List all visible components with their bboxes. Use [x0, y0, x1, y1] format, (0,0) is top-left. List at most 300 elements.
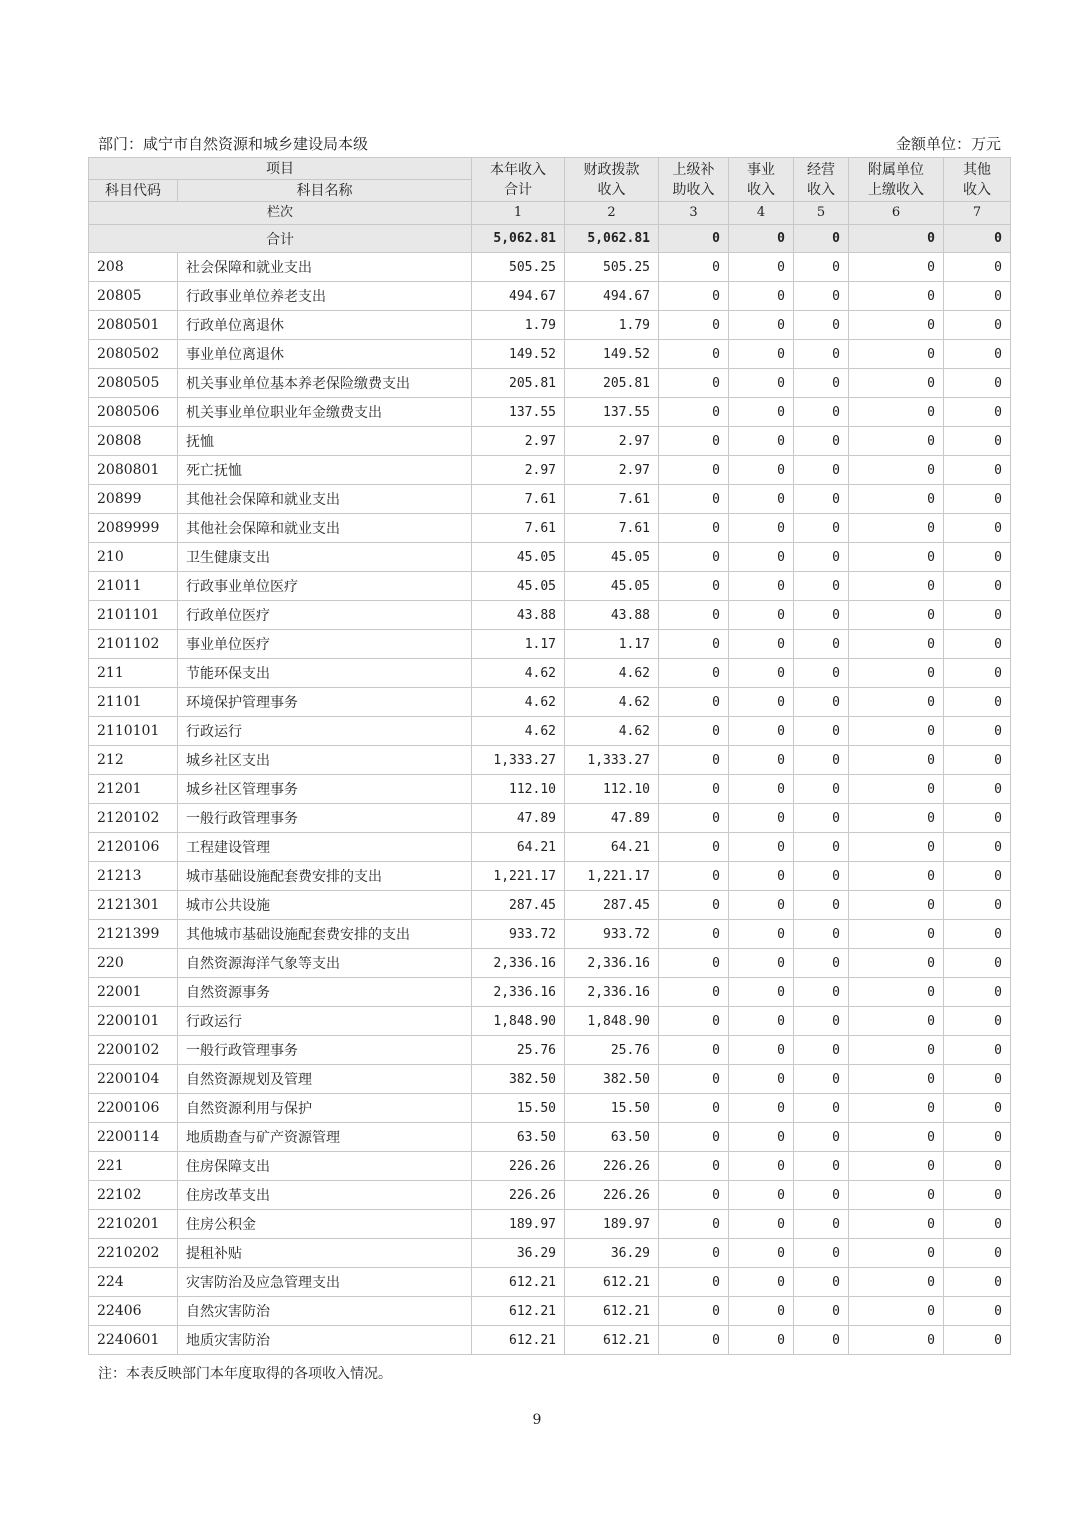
amount-cell: 0 [944, 1094, 1011, 1123]
amount-cell: 0 [944, 1007, 1011, 1036]
amount-cell: 226.26 [472, 1152, 565, 1181]
amount-cell: 0 [944, 1297, 1011, 1326]
amount-cell: 0 [849, 978, 944, 1007]
amount-cell: 0 [659, 949, 729, 978]
col-number: 4 [729, 202, 794, 225]
amount-cell: 0 [794, 949, 849, 978]
amount-cell: 0 [794, 746, 849, 775]
table-row [89, 1065, 1011, 1094]
amount-cell: 0 [659, 601, 729, 630]
amount-cell: 0 [794, 1123, 849, 1152]
table-row [89, 804, 1011, 833]
amount-cell: 2,336.16 [565, 949, 659, 978]
head-lanci: 栏次 [89, 202, 472, 225]
subject-code: 212 [89, 746, 178, 775]
subject-code: 2240601 [89, 1326, 178, 1355]
amount-cell: 4.62 [565, 688, 659, 717]
total-value: 5,062.81 [472, 225, 565, 253]
amount-cell: 0 [659, 1210, 729, 1239]
amount-cell: 4.62 [565, 717, 659, 746]
amount-cell: 0 [729, 543, 794, 572]
subject-name: 城市公共设施 [178, 891, 472, 920]
amount-cell: 0 [794, 485, 849, 514]
subject-code: 2200114 [89, 1123, 178, 1152]
amount-cell: 4.62 [472, 717, 565, 746]
amount-cell: 0 [944, 1036, 1011, 1065]
amount-cell: 0 [729, 340, 794, 369]
amount-cell: 0 [849, 920, 944, 949]
amount-cell: 189.97 [565, 1210, 659, 1239]
amount-cell: 0 [659, 572, 729, 601]
amount-cell: 0 [659, 688, 729, 717]
subject-name: 一般行政管理事务 [178, 1036, 472, 1065]
subject-code: 21101 [89, 688, 178, 717]
amount-cell: 0 [849, 1297, 944, 1326]
amount-cell: 0 [849, 456, 944, 485]
table-row [89, 572, 1011, 601]
subject-code: 21201 [89, 775, 178, 804]
amount-cell: 0 [659, 1297, 729, 1326]
total-label: 合计 [89, 225, 472, 253]
total-value: 0 [794, 225, 849, 253]
amount-cell: 0 [729, 572, 794, 601]
amount-cell: 0 [944, 282, 1011, 311]
table-row [89, 1297, 1011, 1326]
subject-code: 2120106 [89, 833, 178, 862]
amount-cell: 287.45 [565, 891, 659, 920]
amount-cell: 0 [944, 775, 1011, 804]
amount-cell: 0 [794, 1094, 849, 1123]
amount-cell: 505.25 [565, 253, 659, 282]
amount-cell: 0 [944, 804, 1011, 833]
amount-cell: 0 [849, 485, 944, 514]
amount-cell: 0 [659, 1239, 729, 1268]
amount-cell: 0 [794, 340, 849, 369]
total-value: 0 [944, 225, 1011, 253]
subject-code: 2121301 [89, 891, 178, 920]
table-row [89, 427, 1011, 456]
amount-cell: 0 [794, 514, 849, 543]
subject-name: 一般行政管理事务 [178, 804, 472, 833]
amount-cell: 45.05 [565, 572, 659, 601]
amount-cell: 0 [849, 1007, 944, 1036]
amount-cell: 0 [794, 1268, 849, 1297]
subject-name: 地质灾害防治 [178, 1326, 472, 1355]
subject-name: 住房保障支出 [178, 1152, 472, 1181]
subject-code: 2200106 [89, 1094, 178, 1123]
amount-cell: 0 [729, 1210, 794, 1239]
table-head [89, 158, 1011, 225]
amount-cell: 189.97 [472, 1210, 565, 1239]
amount-cell: 0 [729, 1007, 794, 1036]
amount-cell: 0 [794, 1036, 849, 1065]
amount-cell: 226.26 [565, 1152, 659, 1181]
amount-cell: 0 [849, 572, 944, 601]
amount-cell: 0 [659, 427, 729, 456]
amount-cell: 0 [659, 1036, 729, 1065]
subject-code: 2080505 [89, 369, 178, 398]
amount-cell: 149.52 [472, 340, 565, 369]
amount-cell: 0 [659, 311, 729, 340]
amount-cell: 0 [849, 891, 944, 920]
amount-cell: 0 [794, 1210, 849, 1239]
amount-cell: 382.50 [565, 1065, 659, 1094]
subject-code: 224 [89, 1268, 178, 1297]
table-row [89, 1268, 1011, 1297]
amount-cell: 0 [729, 891, 794, 920]
table-row [89, 253, 1011, 282]
table-row [89, 311, 1011, 340]
subject-name: 自然资源规划及管理 [178, 1065, 472, 1094]
amount-cell: 0 [794, 630, 849, 659]
amount-cell: 0 [729, 1239, 794, 1268]
subject-code: 2080502 [89, 340, 178, 369]
amount-cell: 0 [944, 514, 1011, 543]
amount-cell: 933.72 [565, 920, 659, 949]
amount-cell: 0 [794, 572, 849, 601]
subject-name: 事业单位医疗 [178, 630, 472, 659]
amount-cell: 2,336.16 [472, 978, 565, 1007]
amount-cell: 0 [729, 1326, 794, 1355]
amount-cell: 0 [944, 1210, 1011, 1239]
amount-cell: 0 [849, 282, 944, 311]
amount-cell: 7.61 [565, 514, 659, 543]
head-col4: 事业 收入 [729, 158, 794, 202]
subject-name: 工程建设管理 [178, 833, 472, 862]
amount-cell: 0 [659, 862, 729, 891]
amount-cell: 0 [944, 1123, 1011, 1152]
amount-cell: 0 [659, 485, 729, 514]
income-table [88, 157, 1011, 1355]
table-row [89, 485, 1011, 514]
subject-name: 卫生健康支出 [178, 543, 472, 572]
table-row [89, 833, 1011, 862]
subject-name: 行政事业单位养老支出 [178, 282, 472, 311]
amount-cell: 63.50 [565, 1123, 659, 1152]
amount-cell: 0 [794, 1065, 849, 1094]
head-col7: 其他 收入 [944, 158, 1011, 202]
table-row [89, 1036, 1011, 1065]
amount-cell: 0 [849, 630, 944, 659]
amount-cell: 0 [849, 775, 944, 804]
amount-cell: 0 [794, 862, 849, 891]
amount-cell: 0 [729, 369, 794, 398]
amount-cell: 36.29 [472, 1239, 565, 1268]
subject-code: 221 [89, 1152, 178, 1181]
amount-cell: 2.97 [565, 427, 659, 456]
amount-cell: 0 [794, 601, 849, 630]
amount-cell: 0 [659, 659, 729, 688]
amount-cell: 1,848.90 [565, 1007, 659, 1036]
amount-cell: 0 [729, 659, 794, 688]
amount-cell: 0 [849, 1210, 944, 1239]
amount-cell: 45.05 [472, 572, 565, 601]
subject-name: 其他社会保障和就业支出 [178, 514, 472, 543]
amount-cell: 0 [659, 746, 729, 775]
amount-cell: 0 [729, 253, 794, 282]
subject-code: 22102 [89, 1181, 178, 1210]
amount-cell: 15.50 [472, 1094, 565, 1123]
amount-cell: 0 [729, 688, 794, 717]
subject-name: 环境保护管理事务 [178, 688, 472, 717]
amount-cell: 112.10 [565, 775, 659, 804]
col-number: 1 [472, 202, 565, 225]
subject-name: 节能环保支出 [178, 659, 472, 688]
amount-cell: 149.52 [565, 340, 659, 369]
subject-code: 2110101 [89, 717, 178, 746]
amount-cell: 0 [794, 891, 849, 920]
amount-cell: 0 [729, 514, 794, 543]
subject-name: 自然资源利用与保护 [178, 1094, 472, 1123]
amount-cell: 15.50 [565, 1094, 659, 1123]
head-item: 项目 [89, 158, 472, 180]
amount-cell: 0 [849, 427, 944, 456]
subject-code: 20899 [89, 485, 178, 514]
amount-cell: 0 [659, 630, 729, 659]
amount-cell: 0 [944, 1239, 1011, 1268]
subject-name: 住房公积金 [178, 1210, 472, 1239]
amount-cell: 1.79 [472, 311, 565, 340]
amount-cell: 0 [729, 717, 794, 746]
amount-cell: 0 [849, 688, 944, 717]
subject-code: 2080501 [89, 311, 178, 340]
table-row [89, 601, 1011, 630]
total-value: 0 [729, 225, 794, 253]
subject-code: 2121399 [89, 920, 178, 949]
total-row [89, 225, 1011, 253]
amount-cell: 0 [659, 1094, 729, 1123]
amount-cell: 0 [944, 746, 1011, 775]
amount-cell: 0 [849, 1326, 944, 1355]
head-col1: 本年收入 合计 [472, 158, 565, 202]
amount-cell: 0 [794, 920, 849, 949]
amount-cell: 226.26 [565, 1181, 659, 1210]
head-col6: 附属单位 上缴收入 [849, 158, 944, 202]
amount-cell: 0 [849, 833, 944, 862]
amount-cell: 0 [944, 717, 1011, 746]
amount-cell: 612.21 [565, 1326, 659, 1355]
amount-cell: 0 [729, 804, 794, 833]
page-number: 9 [532, 1412, 542, 1428]
amount-cell: 0 [794, 456, 849, 485]
subject-name: 自然灾害防治 [178, 1297, 472, 1326]
table-row [89, 369, 1011, 398]
subject-name: 自然资源事务 [178, 978, 472, 1007]
subject-code: 22001 [89, 978, 178, 1007]
table-row [89, 746, 1011, 775]
amount-cell: 0 [659, 1123, 729, 1152]
department-label: 部门：咸宁市自然资源和城乡建设局本级 [98, 135, 369, 153]
amount-cell: 0 [944, 456, 1011, 485]
subject-code: 2080506 [89, 398, 178, 427]
amount-cell: 0 [729, 775, 794, 804]
subject-code: 210 [89, 543, 178, 572]
amount-cell: 0 [944, 1268, 1011, 1297]
amount-cell: 0 [849, 804, 944, 833]
amount-cell: 0 [849, 949, 944, 978]
amount-cell: 1,848.90 [472, 1007, 565, 1036]
subject-code: 208 [89, 253, 178, 282]
subject-name: 死亡抚恤 [178, 456, 472, 485]
amount-cell: 2.97 [472, 456, 565, 485]
subject-name: 抚恤 [178, 427, 472, 456]
amount-cell: 0 [794, 1239, 849, 1268]
amount-cell: 0 [729, 1152, 794, 1181]
table-row [89, 1326, 1011, 1355]
amount-cell: 0 [944, 601, 1011, 630]
subject-code: 2101102 [89, 630, 178, 659]
amount-cell: 0 [659, 543, 729, 572]
amount-cell: 0 [794, 1007, 849, 1036]
subject-code: 21011 [89, 572, 178, 601]
amount-cell: 0 [944, 920, 1011, 949]
amount-cell: 0 [944, 659, 1011, 688]
amount-cell: 0 [849, 1123, 944, 1152]
amount-cell: 0 [849, 1152, 944, 1181]
col-number: 2 [565, 202, 659, 225]
amount-cell: 505.25 [472, 253, 565, 282]
head-col2: 财政拨款 收入 [565, 158, 659, 202]
amount-cell: 0 [659, 920, 729, 949]
amount-cell: 0 [794, 369, 849, 398]
table-row [89, 1007, 1011, 1036]
amount-cell: 0 [849, 340, 944, 369]
amount-cell: 612.21 [472, 1268, 565, 1297]
amount-cell: 0 [659, 1065, 729, 1094]
amount-cell: 0 [849, 514, 944, 543]
amount-cell: 0 [849, 1239, 944, 1268]
amount-cell: 0 [944, 369, 1011, 398]
amount-cell: 612.21 [565, 1297, 659, 1326]
amount-cell: 0 [729, 311, 794, 340]
amount-cell: 7.61 [565, 485, 659, 514]
subject-code: 2120102 [89, 804, 178, 833]
amount-cell: 4.62 [472, 659, 565, 688]
amount-cell: 0 [659, 891, 729, 920]
head-col3: 上级补 助收入 [659, 158, 729, 202]
subject-code: 2200104 [89, 1065, 178, 1094]
amount-cell: 0 [849, 862, 944, 891]
amount-cell: 45.05 [565, 543, 659, 572]
amount-cell: 0 [659, 717, 729, 746]
subject-name: 行政单位医疗 [178, 601, 472, 630]
amount-cell: 0 [659, 775, 729, 804]
amount-cell: 0 [729, 1297, 794, 1326]
amount-cell: 0 [944, 1065, 1011, 1094]
amount-cell: 0 [729, 862, 794, 891]
subject-code: 2101101 [89, 601, 178, 630]
table-row [89, 543, 1011, 572]
amount-cell: 25.76 [565, 1036, 659, 1065]
amount-cell: 287.45 [472, 891, 565, 920]
amount-cell: 0 [944, 1181, 1011, 1210]
table-row [89, 775, 1011, 804]
amount-cell: 0 [849, 1094, 944, 1123]
amount-cell: 0 [794, 688, 849, 717]
subject-code: 211 [89, 659, 178, 688]
subject-name: 行政运行 [178, 717, 472, 746]
amount-cell: 0 [659, 1181, 729, 1210]
subject-name: 事业单位离退休 [178, 340, 472, 369]
amount-cell: 0 [729, 398, 794, 427]
amount-cell: 43.88 [565, 601, 659, 630]
amount-cell: 0 [659, 253, 729, 282]
table-row [89, 717, 1011, 746]
amount-cell: 0 [944, 891, 1011, 920]
amount-cell: 64.21 [565, 833, 659, 862]
amount-cell: 226.26 [472, 1181, 565, 1210]
amount-cell: 0 [849, 1065, 944, 1094]
amount-cell: 0 [944, 978, 1011, 1007]
amount-cell: 7.61 [472, 514, 565, 543]
amount-cell: 0 [794, 1297, 849, 1326]
amount-cell: 0 [659, 1268, 729, 1297]
amount-cell: 0 [729, 1123, 794, 1152]
amount-cell: 0 [729, 1036, 794, 1065]
amount-cell: 112.10 [472, 775, 565, 804]
amount-cell: 0 [944, 833, 1011, 862]
amount-cell: 0 [944, 253, 1011, 282]
amount-cell: 0 [729, 920, 794, 949]
amount-cell: 0 [794, 833, 849, 862]
subject-name: 灾害防治及应急管理支出 [178, 1268, 472, 1297]
subject-name: 行政事业单位医疗 [178, 572, 472, 601]
amount-cell: 45.05 [472, 543, 565, 572]
amount-cell: 0 [849, 717, 944, 746]
amount-cell: 1.79 [565, 311, 659, 340]
subject-name: 提租补贴 [178, 1239, 472, 1268]
amount-cell: 1,221.17 [565, 862, 659, 891]
amount-cell: 0 [729, 1065, 794, 1094]
amount-cell: 47.89 [565, 804, 659, 833]
amount-cell: 0 [794, 1181, 849, 1210]
table-row [89, 949, 1011, 978]
amount-cell: 0 [794, 427, 849, 456]
amount-cell: 0 [729, 1268, 794, 1297]
amount-cell: 612.21 [565, 1268, 659, 1297]
subject-code: 20808 [89, 427, 178, 456]
amount-cell: 137.55 [565, 398, 659, 427]
amount-cell: 0 [729, 630, 794, 659]
amount-cell: 0 [729, 1181, 794, 1210]
amount-cell: 0 [794, 1326, 849, 1355]
amount-cell: 0 [944, 427, 1011, 456]
amount-cell: 0 [794, 804, 849, 833]
amount-cell: 0 [849, 1181, 944, 1210]
total-value: 0 [659, 225, 729, 253]
subject-name: 行政运行 [178, 1007, 472, 1036]
amount-cell: 1,333.27 [472, 746, 565, 775]
amount-cell: 0 [729, 949, 794, 978]
table-row [89, 1152, 1011, 1181]
amount-cell: 63.50 [472, 1123, 565, 1152]
amount-cell: 0 [944, 485, 1011, 514]
subject-name: 机关事业单位职业年金缴费支出 [178, 398, 472, 427]
amount-cell: 0 [729, 485, 794, 514]
subject-code: 2210201 [89, 1210, 178, 1239]
amount-cell: 0 [944, 862, 1011, 891]
table-row [89, 862, 1011, 891]
amount-cell: 0 [849, 601, 944, 630]
amount-cell: 0 [794, 543, 849, 572]
amount-cell: 4.62 [472, 688, 565, 717]
amount-cell: 2,336.16 [472, 949, 565, 978]
subject-name: 其他社会保障和就业支出 [178, 485, 472, 514]
table-row [89, 659, 1011, 688]
table-row [89, 1094, 1011, 1123]
amount-cell: 0 [729, 601, 794, 630]
amount-cell: 0 [794, 659, 849, 688]
